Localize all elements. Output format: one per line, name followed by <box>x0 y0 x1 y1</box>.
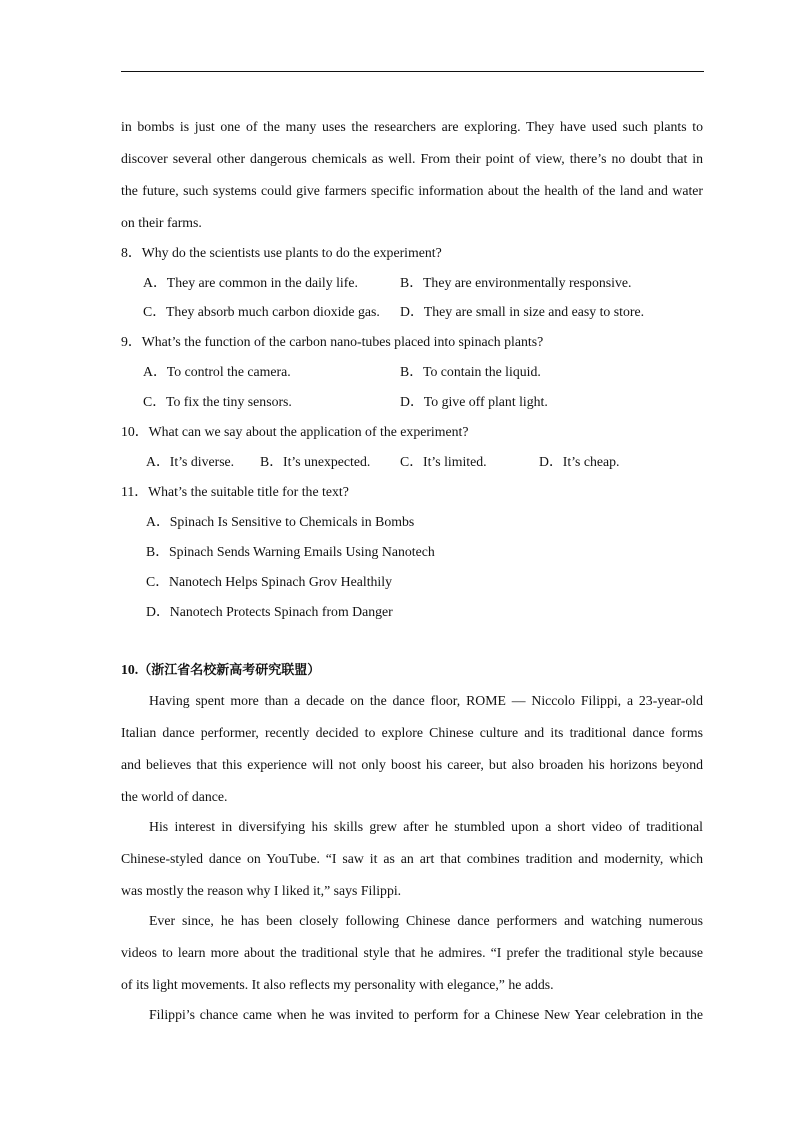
question-option: A．It’s diverse. <box>146 454 235 469</box>
passage-line: the future, such systems could give farmers specific information about the health of the land and water <box>121 183 703 198</box>
passage-line: Italian dance performer, recently decided to explore Chinese culture and its traditional dance forms <box>121 725 703 740</box>
question-option: C．To fix the tiny sensors. <box>143 394 292 409</box>
question-option: A．They are common in the daily life. <box>143 275 358 290</box>
question-option: B．To contain the liquid. <box>400 364 541 379</box>
passage-line: Filippi’s chance came when he was invited to perform for a Chinese New Year celebration in the <box>149 1007 703 1022</box>
passage-line: in bombs is just one of the many uses the researchers are exploring. They have used such plants to <box>121 119 703 134</box>
question-option: B．It’s unexpected. <box>260 454 371 469</box>
question-option: D．They are small in size and easy to store. <box>400 304 645 319</box>
passage-line: was mostly the reason why I liked it,” says Filippi. <box>121 883 402 898</box>
passage-line: His interest in diversifying his skills grew after he stumbled upon a short video of traditional <box>149 819 703 834</box>
question-option: C．It’s limited. <box>400 454 487 469</box>
passage-line: Chinese-styled dance on YouTube. “I saw it as an art that combines tradition and modernity, which <box>121 851 703 866</box>
passage-line: the world of dance. <box>121 789 228 804</box>
passage-line: of its light movements. It also reflects my personality with elegance,” he adds. <box>121 977 554 992</box>
passage-line: and believes that this experience will not only boost his career, but also broaden his horizons beyond <box>121 757 703 772</box>
header-rule <box>121 71 704 72</box>
passage-line: Ever since, he has been closely following Chinese dance performers and watching numerous <box>149 913 703 928</box>
section-number: 10. <box>121 662 139 677</box>
question-option: A．Spinach Is Sensitive to Chemicals in Bombs <box>146 514 415 529</box>
question-option: D．It’s cheap. <box>539 454 620 469</box>
question-option: C．Nanotech Helps Spinach Grov Healthily <box>146 574 392 589</box>
question-option: D．Nanotech Protects Spinach from Danger <box>146 604 393 619</box>
passage-line: videos to learn more about the traditional style that he admires. “I prefer the traditional style because <box>121 945 703 960</box>
question-option: B．They are environmentally responsive. <box>400 275 632 290</box>
question-option: A．To control the camera. <box>143 364 291 379</box>
question-option: B．Spinach Sends Warning Emails Using Nanotech <box>146 544 435 559</box>
passage-line: on their farms. <box>121 215 202 230</box>
question-stem: 9．What’s the function of the carbon nano-tubes placed into spinach plants? <box>121 334 544 349</box>
passage-line: Having spent more than a decade on the dance floor, ROME — Niccolo Filippi, a 23-year-old <box>149 693 703 708</box>
section-source: （浙江省名校新高考研究联盟） <box>138 663 321 678</box>
question-option: C．They absorb much carbon dioxide gas. <box>143 304 380 319</box>
passage-line: discover several other dangerous chemicals as well. From their point of view, there’s no doubt that in <box>121 151 703 166</box>
question-stem: 8．Why do the scientists use plants to do the experiment? <box>121 245 442 260</box>
question-stem: 10．What can we say about the application of the experiment? <box>121 424 469 439</box>
section-heading <box>121 661 320 680</box>
question-option: D．To give off plant light. <box>400 394 548 409</box>
question-stem: 11．What’s the suitable title for the text? <box>121 484 349 499</box>
